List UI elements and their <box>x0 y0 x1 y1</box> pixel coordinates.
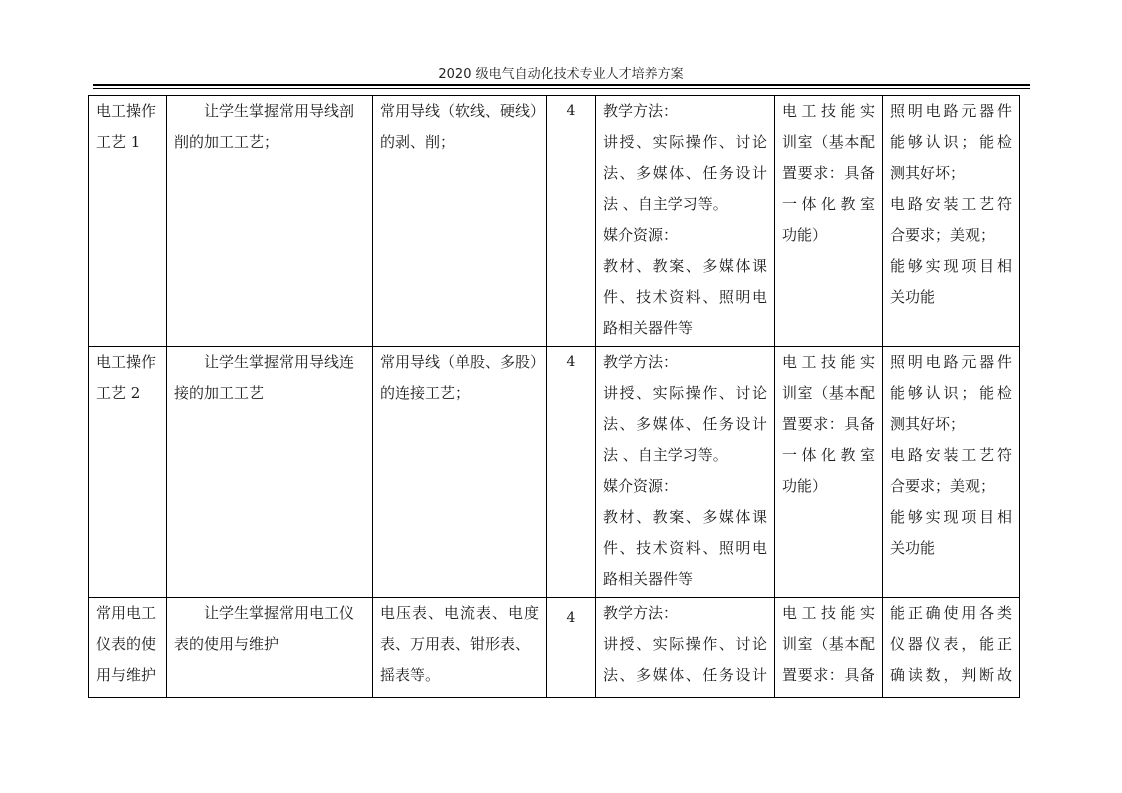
hours-cell: 4 <box>547 598 596 698</box>
hours-cell: 4 <box>547 347 596 598</box>
content-cell: 常用导线（单股、多股） 的连接工艺； <box>373 347 547 598</box>
module-name-cell: 常用电工 仪表的使 用与维护 <box>89 598 167 698</box>
table-row <box>89 96 1020 347</box>
module-name-cell: 电工操作 工艺 1 <box>89 96 167 347</box>
page-header-title: 2020 级电气自动化技术专业人才培养方案 <box>438 67 684 82</box>
content-cell: 常用导线（软线、硬线） 的剥、削； <box>373 96 547 347</box>
curriculum-table <box>88 95 1020 698</box>
content-cell: 电压表、电流表、电度 表、万用表、钳形表、 摇表等。 <box>373 598 547 698</box>
objective-cell: 让学生掌握常用电工仪表的使用与维护 <box>167 598 373 698</box>
assessment-cell: 照明电路元器件 能够认识；能检 测其好坏； 电路安装工艺符 合要求；美观； 能够实现项目相 关功能 <box>883 347 1020 598</box>
header-rule-thin <box>93 88 1030 89</box>
assessment-cell: 照明电路元器件 能够认识；能检 测其好坏； 电路安装工艺符 合要求；美观； 能够实现项目相 关功能 <box>883 96 1020 347</box>
header-rule-thick <box>93 84 1030 86</box>
table-row <box>89 347 1020 598</box>
teaching-method-cell: 教学方法： 讲授、实际操作、讨论 法、多媒体、任务设计 <box>596 598 775 698</box>
teaching-method-cell: 教学方法： 讲授、实际操作、讨论 法、多媒体、任务设计 法 、自主学习等。 媒介资源： 教材、教案、多媒体课 件、技术资料、照明电 路相关器件等 <box>596 96 775 347</box>
venue-cell: 电工技能实 训室（基本配 置要求：具备 <box>775 598 883 698</box>
objective-cell: 让学生掌握常用导线连接的加工工艺 <box>167 347 373 598</box>
table-row <box>89 598 1020 698</box>
venue-cell: 电工技能实 训室（基本配 置要求：具备 一体化教室 功能） <box>775 96 883 347</box>
objective-cell: 让学生掌握常用导线剖削的加工工艺； <box>167 96 373 347</box>
venue-cell: 电工技能实 训室（基本配 置要求：具备 一体化教室 功能） <box>775 347 883 598</box>
hours-cell: 4 <box>547 96 596 347</box>
assessment-cell: 能正确使用各类 仪器仪表，能正 确读数，判断故 <box>883 598 1020 698</box>
teaching-method-cell: 教学方法： 讲授、实际操作、讨论 法、多媒体、任务设计 法 、自主学习等。 媒介资源： 教材、教案、多媒体课 件、技术资料、照明电 路相关器件等 <box>596 347 775 598</box>
module-name-cell: 电工操作 工艺 2 <box>89 347 167 598</box>
